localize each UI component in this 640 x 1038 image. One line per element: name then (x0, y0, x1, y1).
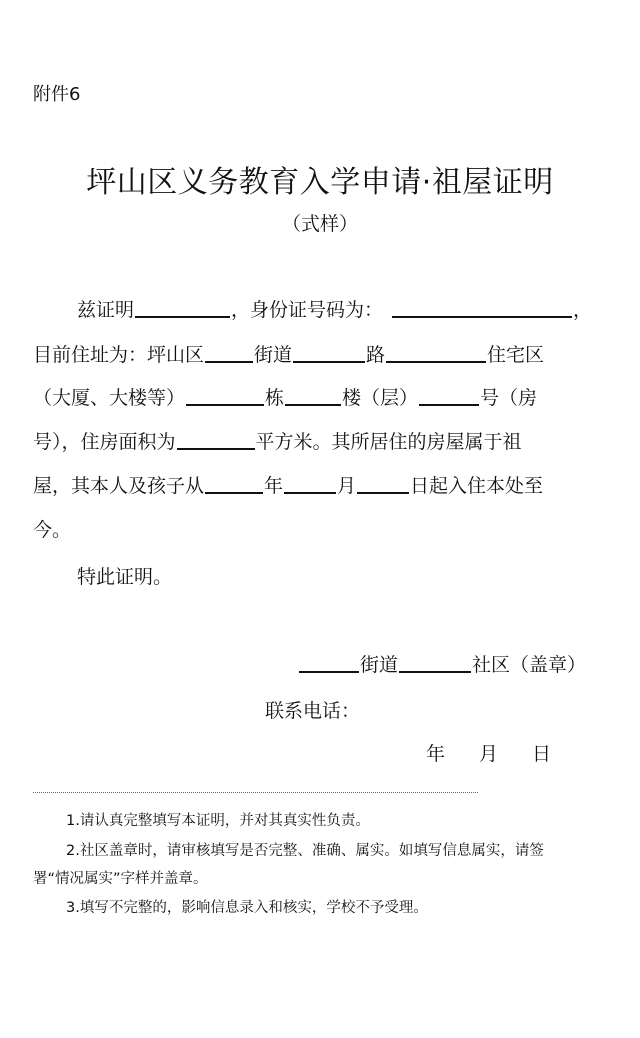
body-line-6 (33, 516, 71, 544)
blank-building (186, 386, 264, 406)
text-residence: 住宅区 (487, 344, 545, 366)
text-certify: 兹证明 (77, 299, 135, 321)
text-date-year: 年 (426, 743, 446, 765)
text-month: 月 (337, 475, 357, 497)
text-since: 屋，其本人及孩子从 (33, 475, 205, 497)
text-area: 号），住房面积为 (33, 431, 176, 453)
text-id-number: ，身份证号码为： (231, 299, 384, 321)
body-line-1 (33, 296, 592, 324)
text-street: 街道 (254, 344, 293, 366)
text-building: 栋 (265, 387, 285, 409)
text-now: 今。 (33, 519, 72, 541)
note-2: 2.社区盖章时，请审核填写是否完整、准确、属实。如填写信息属实，请签 (66, 843, 544, 859)
text-floor: 楼（层） (342, 387, 419, 409)
blank-id-number (392, 298, 572, 318)
text-comma: ， (573, 299, 593, 321)
text-road: 路 (366, 344, 386, 366)
text-address: 目前住址为：坪山区 (33, 344, 205, 366)
note-1: 1.请认真完整填写本证明，并对其真实性负责。 (66, 813, 370, 829)
blank-residence (386, 343, 486, 363)
blank-name (135, 298, 230, 318)
blank-month (284, 474, 336, 494)
blank-year (205, 474, 263, 494)
blank-room (419, 386, 479, 406)
note-3: 3.填写不完整的，影响信息录入和核实，学校不予受理。 (66, 900, 428, 916)
blank-sign-community (399, 653, 471, 673)
text-year: 年 (264, 475, 284, 497)
text-date-day: 日 (532, 743, 552, 765)
text-building-type: （大厦、大楼等） (33, 387, 186, 409)
separator (33, 792, 478, 793)
text-room: 号（房 (480, 387, 538, 409)
blank-sign-street (299, 653, 359, 673)
phone-line (265, 697, 360, 725)
blank-road (293, 343, 365, 363)
blank-street (205, 343, 253, 363)
blank-day (357, 474, 409, 494)
date-line (426, 740, 551, 768)
text-phone: 联系电话： (265, 700, 361, 722)
note-2-continued: 署“情况属实”字样并盖章。 (33, 871, 208, 887)
blank-floor (285, 386, 341, 406)
document-subtitle: （式样） (281, 213, 358, 235)
text-date-month: 月 (479, 743, 499, 765)
body-line-4 (33, 428, 522, 456)
text-hereby-certify: 特此证明。 (77, 566, 173, 588)
body-line-2 (33, 341, 544, 369)
body-line-3 (33, 384, 537, 412)
blank-area (177, 430, 255, 450)
text-sign-community: 社区（盖章） (472, 654, 587, 676)
document-title: 坪山区义务教育入学申请·祖屋证明 (86, 165, 554, 200)
text-sign-street: 街道 (360, 654, 399, 676)
body-line-5 (33, 472, 543, 500)
attachment-label: 附件6 (33, 84, 81, 105)
text-square-meters: 平方米。其所居住的房屋属于祖 (255, 431, 522, 453)
body-line-7 (77, 563, 172, 591)
signature-line (298, 651, 586, 679)
text-day-moved-in: 日起入住本处至 (410, 475, 544, 497)
